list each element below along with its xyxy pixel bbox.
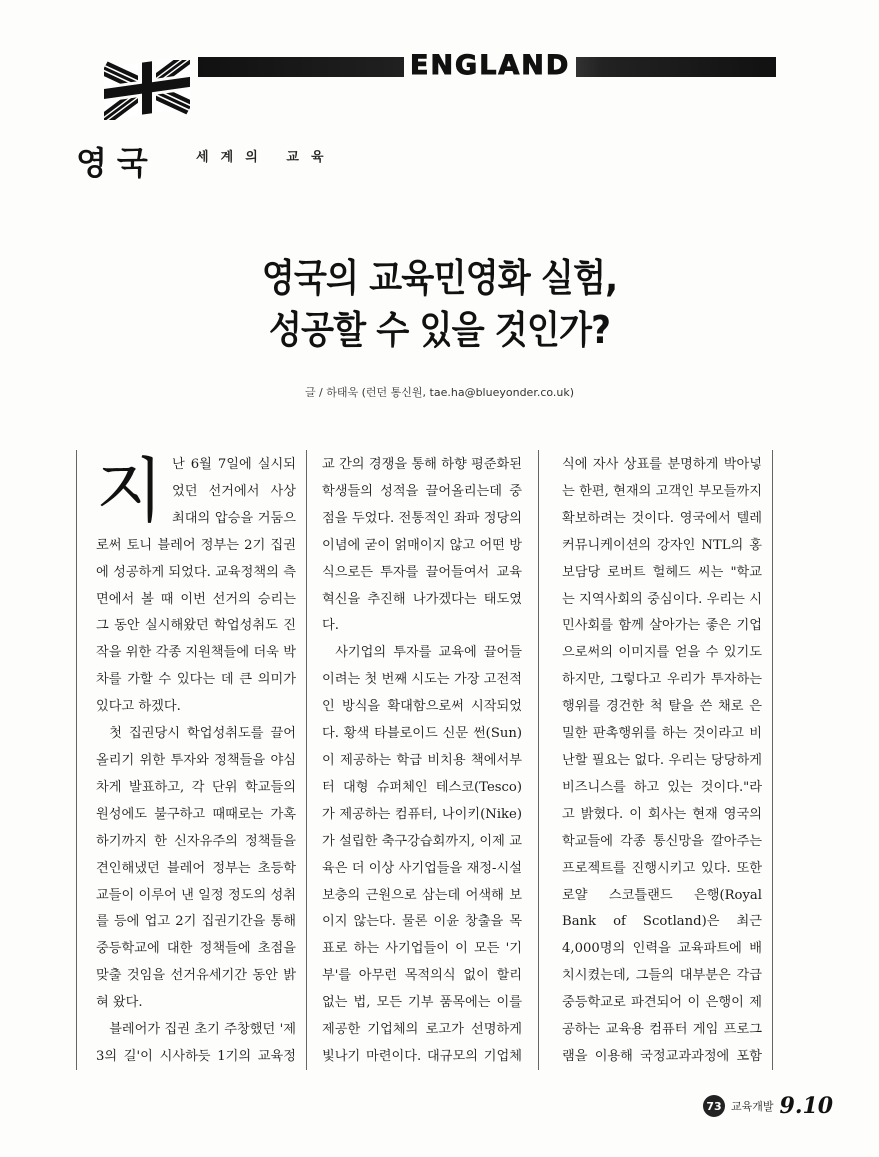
paragraph: 블레어가 집권 초기 주창했던 '제3의 길'이 시사하듯 1기의 교육정 [96,1022,296,1064]
page-footer [703,1094,833,1118]
page-number: 73 [703,1095,725,1117]
paragraph: 사기업의 투자를 교육에 끌어들이려는 첫 번째 시도는 가장 고전적인 방식을 확대함으로써 시작되었다. 황색 타블로이드 신문 썬(Sun)이 제공하는 학급 비치용 책에서부터 대형 슈퍼체인 테스코(Tesco)가 제공하는 컴퓨터, 나이키(Nike)가 설립한 축구강습회까지, 이제 교육은 더 이상 사기업들을 재정-시설 보충의 근원으로 삼는데 어색해 보이지 않는다. 물론 이윤 창출을 목표로 하는 사기업들이 이 모든 '기부'를 아무런 목적의식 없이 할리 없는 법, 모든 기부 품목에는 이를 제공한 기업체의 로고가 선명하게 빛나기 마련이다. 대규모의 기업체 [322,645,522,1064]
dropcap: 지 [96,452,164,532]
paragraph: 교 간의 경쟁을 통해 하향 평준화된 학생들의 성적을 끌어올리는데 중점을 두었다. 전통적인 좌파 정당의 이념에 굳이 얽매이지 않고 어떤 방식으로든 투자를 끌어들여서 교육혁신을 추진해 나가겠다는 태도였다. [322,457,522,634]
article-column-2 [322,452,522,1072]
byline: 글 / 하태욱 (런던 통신원, tae.ha@blueyonder.co.uk) [304,386,575,399]
paragraph-text: 난 6월 7일에 실시되었던 선거에서 사상 최대의 압승을 거둠으로써 토니 블레어 정부는 2기 집권에 성공하게 되었다. 교육정책의 측면에서 볼 때 이번 선거의 승리는 그 동안 실시해왔던 학업성취도 진작을 위한 각종 지원책들에 더욱 박차를 가할 수 있다는 데 큰 의미가 있다고 하겠다. [96,457,296,715]
article-title [44,252,835,356]
column-rule-left [76,450,77,1070]
paragraph: 식에 자사 상표를 분명하게 박아넣는 한편, 현재의 고객인 부모들까지 확보하려는 것이다. 영국에서 텔레커뮤니케이션의 강자인 NTL의 홍보담당 로버트 헐헤드 씨는 "학교는 지역사회의 중심이다. 우리는 시민사회를 함께 살아가는 좋은 기업으로써의 이미지를 얻을 수 있기도 하지만, 그렇다고 우리가 투자하는 행위를 경건한 척 탈을 쓴 채로 은밀한 판촉행위를 하는 것이라고 비난할 필요는 없다. 우리는 당당하게 비즈니스를 하고 있는 것이다."라고 밝혔다. 이 회사는 현재 영국의 학교들에 각종 통신망을 깔아주는 프로젝트를 진행시키고 있다. 또한 로얄 스코틀랜드 은행(Royal Bank of Scotland)은 최근 4,000명의 인력을 교육파트에 배치시켰는데, 그들의 대부분은 각급 중등학교로 파견되어 이 은행이 제공하는 교육용 컴퓨터 게임 프로그램을 이용해 국정교과과정에 포함 [562,457,762,1064]
article-column-1 [96,452,296,1072]
article-column-3 [562,452,762,1072]
article-title-line1: 영국의 교육민영화 실험, [261,256,618,300]
paragraph [96,452,296,721]
section-label: 세 계 의 교 육 [196,150,325,165]
paragraph: 첫 집권당시 학업성취도를 끌어올리기 위한 투자와 정책들을 야심차게 발표하고, 각 단위 학교들의 원성에도 불구하고 때때로는 가혹하기까지 한 신자유주의 정책들을 견인해냈던 블레어 정부는 초등학교들이 이루어 낸 일정 정도의 성취를 등에 업고 2기 집권기간을 통해 중등학교에 대한 정책들에 초점을 맞출 것임을 선거유세기간 동안 밝혀 왔다. [96,726,296,1011]
country-label: 영국 [76,144,158,182]
magazine-name: 교육개발 [731,1100,774,1113]
issue-number: 9.10 [779,1093,834,1119]
column-rule-2 [538,450,539,1070]
union-jack-flag-icon [104,60,190,120]
column-rule-1 [306,450,307,1070]
banner-title: ENGLAND [404,50,576,82]
article-title-line2: 성공할 수 있을 것인가? [268,308,611,352]
column-rule-right [772,450,773,1070]
